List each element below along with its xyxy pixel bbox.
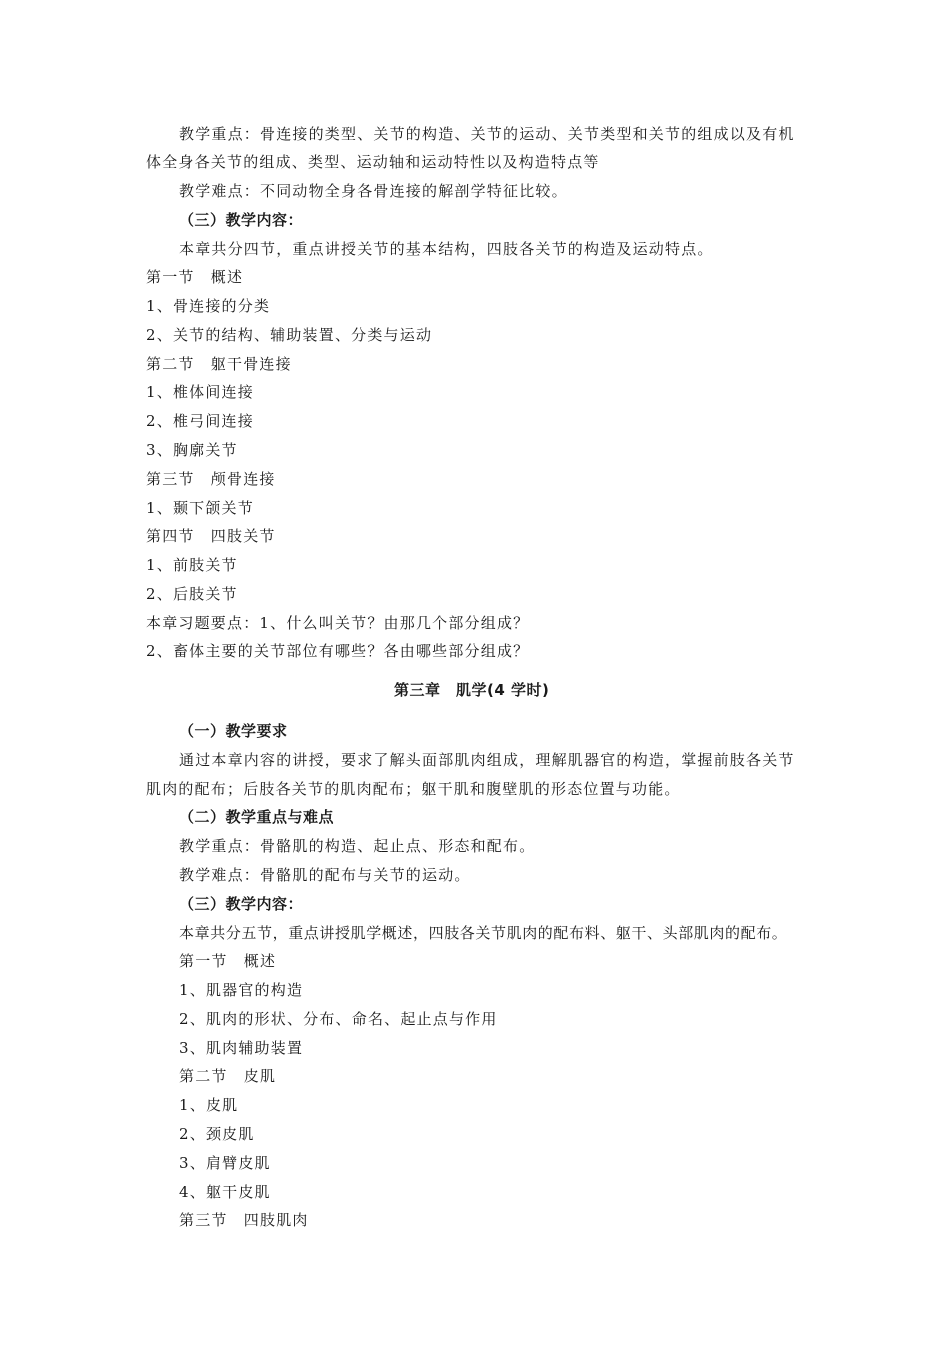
ch3-item: 1、肌器官的构造 <box>179 981 304 999</box>
ch2-item: 2、后肢关节 <box>146 585 238 603</box>
ch2-content-heading: （三）教学内容： <box>179 211 304 229</box>
ch2-exercise-1: 本章习题要点：1、什么叫关节？由那几个部分组成？ <box>146 614 530 632</box>
ch2-content-intro: 本章共分四节，重点讲授关节的基本结构，四肢各关节的构造及运动特点。 <box>179 240 714 258</box>
ch2-item: 2、椎弓间连接 <box>146 412 254 430</box>
ch2-difficulty: 教学难点：不同动物全身各骨连接的解剖学特征比较。 <box>179 182 568 200</box>
ch3-difficulty: 教学难点：骨骼肌的配布与关节的运动。 <box>179 866 471 884</box>
ch2-key-points-line1: 教学重点：骨连接的类型、关节的构造、关节的运动、关节类型和关节的组成以及有机 <box>179 125 795 143</box>
ch2-item: 2、关节的结构、辅助装置、分类与运动 <box>146 326 433 344</box>
ch3-key-points: 教学重点：骨骼肌的构造、起止点、形态和配布。 <box>179 837 536 855</box>
ch2-key-points-line2: 体全身各关节的组成、类型、运动轴和运动特性以及构造特点等 <box>146 153 600 171</box>
ch3-content-heading: （三）教学内容： <box>179 895 304 913</box>
ch3-content-intro: 本章共分五节，重点讲授肌学概述，四肢各关节肌肉的配布料、躯干、头部肌肉的配布。 <box>179 924 788 942</box>
ch3-requirements-line2: 肌肉的配布；后肢各关节的肌肉配布；躯干肌和腹壁肌的形态位置与功能。 <box>146 780 681 798</box>
ch2-item: 1、前肢关节 <box>146 556 238 574</box>
ch3-requirements-heading: （一）教学要求 <box>179 722 288 740</box>
ch2-item: 3、胸廓关节 <box>146 441 238 459</box>
ch2-item: 1、颞下颌关节 <box>146 499 254 517</box>
ch3-item: 2、肌肉的形状、分布、命名、起止点与作用 <box>179 1010 498 1028</box>
ch3-section-3: 第三节 四肢肌肉 <box>179 1211 309 1229</box>
ch2-section-4: 第四节 四肢关节 <box>146 527 276 545</box>
ch3-section-2: 第二节 皮肌 <box>179 1067 277 1085</box>
ch3-title: 第三章 肌学(4 学时) <box>394 681 550 699</box>
ch3-item: 3、肌肉辅助装置 <box>179 1039 304 1057</box>
ch2-section-3: 第三节 颅骨连接 <box>146 470 276 488</box>
ch3-section-1: 第一节 概述 <box>179 952 277 970</box>
ch2-item: 1、椎体间连接 <box>146 383 254 401</box>
ch2-item: 1、骨连接的分类 <box>146 297 271 315</box>
ch2-section-2: 第二节 躯干骨连接 <box>146 355 292 373</box>
ch2-exercise-2: 2、畜体主要的关节部位有哪些？各由哪些部分组成？ <box>146 642 530 660</box>
ch3-requirements-line1: 通过本章内容的讲授，要求了解头面部肌肉组成，理解肌器官的构造，掌握前肢各关节 <box>179 751 795 769</box>
ch3-focus-heading: （二）教学重点与难点 <box>179 808 335 826</box>
ch3-item: 4、躯干皮肌 <box>179 1183 271 1201</box>
ch3-item: 3、肩臂皮肌 <box>179 1154 271 1172</box>
ch3-item: 1、皮肌 <box>179 1096 239 1114</box>
ch3-item: 2、颈皮肌 <box>179 1125 255 1143</box>
ch2-section-1: 第一节 概述 <box>146 268 244 286</box>
